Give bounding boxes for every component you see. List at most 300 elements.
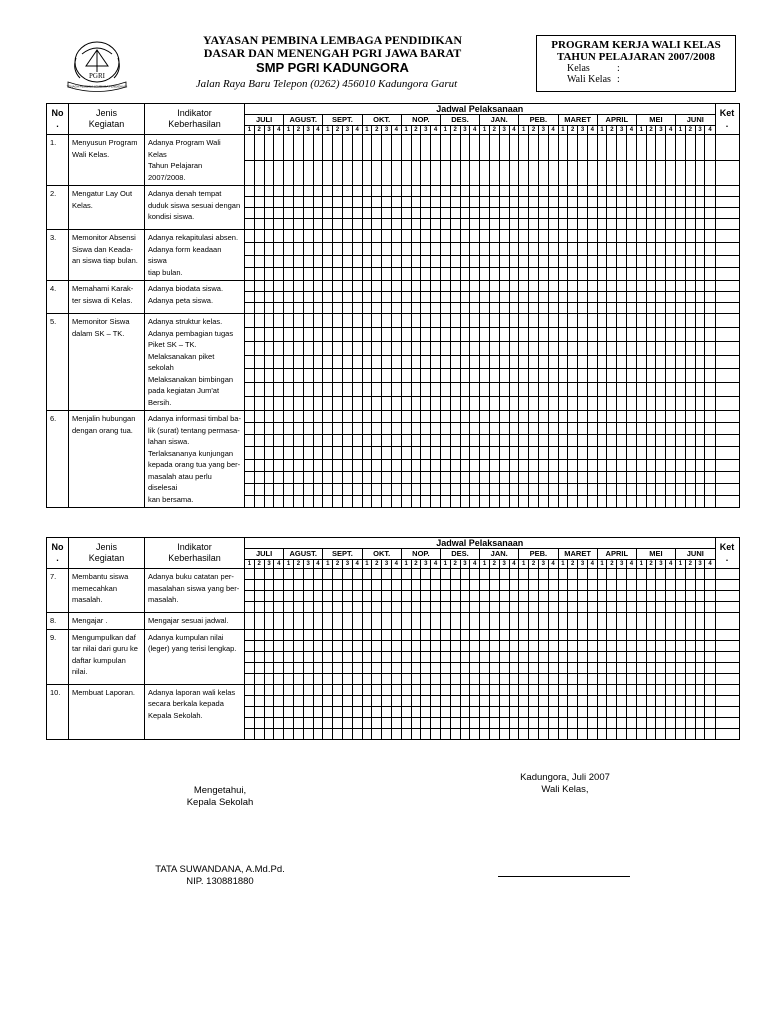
schedule-cell — [401, 397, 411, 411]
schedule-cell — [411, 580, 421, 591]
schedule-cell — [587, 397, 597, 411]
schedule-cell — [421, 673, 431, 684]
schedule-cell — [421, 629, 431, 640]
schedule-cell — [411, 219, 421, 230]
schedule-cell — [558, 613, 568, 630]
schedule-cell — [284, 717, 294, 728]
schedule-cell — [293, 629, 303, 640]
schedule-cell — [284, 629, 294, 640]
schedule-cell — [313, 495, 323, 507]
schedule-cell — [372, 397, 382, 411]
schedule-cell — [421, 640, 431, 651]
schedule-cell — [431, 459, 441, 471]
schedule-cell — [529, 435, 539, 447]
schedule-cell — [333, 684, 343, 695]
schedule-cell — [274, 717, 284, 728]
schedule-cell — [695, 186, 705, 197]
schedule-cell — [342, 383, 352, 397]
ket-cell — [715, 706, 739, 717]
schedule-cell — [333, 717, 343, 728]
schedule-cell — [254, 186, 264, 197]
schedule-cell — [352, 435, 362, 447]
schedule-cell — [440, 483, 450, 495]
schedule-cell — [352, 569, 362, 580]
schedule-cell — [587, 219, 597, 230]
schedule-cell — [352, 303, 362, 314]
schedule-cell — [284, 728, 294, 739]
schedule-cell — [342, 355, 352, 369]
schedule-cell — [578, 435, 588, 447]
schedule-cell — [391, 662, 401, 673]
schedule-cell — [636, 728, 646, 739]
schedule-cell — [607, 423, 617, 435]
schedule-cell — [352, 341, 362, 355]
schedule-cell — [421, 355, 431, 369]
schedule-cell — [372, 495, 382, 507]
schedule-cell — [470, 219, 480, 230]
week-number: 1 — [558, 560, 568, 569]
schedule-cell — [597, 369, 607, 383]
success-indicator-line: masalah. — [148, 595, 179, 604]
schedule-cell — [529, 591, 539, 602]
schedule-cell — [538, 483, 548, 495]
schedule-cell — [254, 580, 264, 591]
schedule-cell — [431, 684, 441, 695]
schedule-cell — [440, 208, 450, 219]
week-number: 4 — [391, 560, 401, 569]
schedule-cell — [578, 684, 588, 695]
schedule-cell — [646, 435, 656, 447]
schedule-cell — [489, 355, 499, 369]
schedule-cell — [509, 629, 519, 640]
success-indicator-line: Adanya Program Wali Kelas — [148, 138, 221, 159]
schedule-cell — [636, 242, 646, 255]
schedule-cell — [362, 580, 372, 591]
success-indicator — [145, 411, 245, 508]
schedule-cell — [617, 495, 627, 507]
schedule-cell — [431, 695, 441, 706]
schedule-cell — [509, 717, 519, 728]
schedule-cell — [333, 268, 343, 281]
schedule-cell — [597, 728, 607, 739]
schedule-cell — [705, 255, 715, 268]
schedule-cell — [705, 208, 715, 219]
schedule-cell — [431, 242, 441, 255]
schedule-cell — [342, 208, 352, 219]
schedule-cell — [470, 591, 480, 602]
ket-cell — [715, 602, 739, 613]
schedule-cell — [509, 471, 519, 483]
schedule-cell — [245, 495, 255, 507]
schedule-cell — [617, 591, 627, 602]
schedule-cell — [656, 411, 666, 423]
schedule-cell — [293, 580, 303, 591]
schedule-cell — [538, 411, 548, 423]
schedule-cell — [548, 135, 558, 161]
schedule-cell — [480, 706, 490, 717]
schedule-cell — [529, 383, 539, 397]
schedule-cell — [382, 255, 392, 268]
schedule-cell — [695, 383, 705, 397]
schedule-cell — [421, 706, 431, 717]
schedule-cell — [313, 369, 323, 383]
schedule-cell — [705, 629, 715, 640]
schedule-cell — [499, 695, 509, 706]
schedule-cell — [391, 471, 401, 483]
schedule-cell — [440, 255, 450, 268]
week-number: 1 — [401, 560, 411, 569]
schedule-cell — [411, 292, 421, 303]
schedule-cell — [646, 314, 656, 328]
week-number: 4 — [274, 560, 284, 569]
schedule-cell — [509, 673, 519, 684]
week-number: 1 — [676, 126, 686, 135]
schedule-cell — [607, 640, 617, 651]
schedule-cell — [597, 483, 607, 495]
schedule-cell — [695, 717, 705, 728]
schedule-cell — [382, 327, 392, 341]
schedule-cell — [666, 160, 676, 186]
schedule-cell — [431, 255, 441, 268]
schedule-cell — [597, 197, 607, 208]
schedule-cell — [421, 602, 431, 613]
schedule-cell — [636, 602, 646, 613]
schedule-cell — [597, 580, 607, 591]
schedule-cell — [391, 483, 401, 495]
schedule-cell — [303, 219, 313, 230]
success-indicator-line: Melaksanakan piket sekolah — [148, 351, 215, 372]
schedule-cell — [705, 314, 715, 328]
schedule-cell — [411, 160, 421, 186]
schedule-cell — [264, 383, 274, 397]
ket-cell — [715, 495, 739, 507]
schedule-cell — [362, 281, 372, 292]
schedule-cell — [666, 483, 676, 495]
schedule-cell — [274, 706, 284, 717]
schedule-cell — [587, 435, 597, 447]
schedule-cell — [293, 640, 303, 651]
schedule-cell — [450, 695, 460, 706]
schedule-cell — [656, 673, 666, 684]
schedule-cell — [617, 208, 627, 219]
schedule-cell — [293, 268, 303, 281]
schedule-cell — [617, 186, 627, 197]
schedule-cell — [450, 447, 460, 459]
month-header: MARET — [558, 549, 597, 560]
schedule-cell — [617, 411, 627, 423]
schedule-cell — [499, 208, 509, 219]
schedule-cell — [568, 242, 578, 255]
schedule-cell — [627, 728, 637, 739]
schedule-cell — [264, 369, 274, 383]
schedule-cell — [695, 651, 705, 662]
schedule-cell — [587, 255, 597, 268]
schedule-cell — [627, 447, 637, 459]
schedule-cell — [303, 242, 313, 255]
schedule-cell — [705, 580, 715, 591]
schedule-cell — [666, 459, 676, 471]
schedule-cell — [568, 341, 578, 355]
schedule-cell — [284, 602, 294, 613]
schedule-cell — [519, 411, 529, 423]
schedule-cell — [646, 629, 656, 640]
schedule-cell — [264, 602, 274, 613]
schedule-cell — [480, 673, 490, 684]
schedule-cell — [313, 651, 323, 662]
schedule-cell — [313, 569, 323, 580]
schedule-cell — [293, 314, 303, 328]
schedule-cell — [440, 495, 450, 507]
schedule-cell — [695, 728, 705, 739]
schedule-cell — [568, 651, 578, 662]
schedule-cell — [695, 569, 705, 580]
schedule-cell — [440, 423, 450, 435]
week-number: 2 — [529, 560, 539, 569]
schedule-cell — [587, 706, 597, 717]
schedule-cell — [578, 629, 588, 640]
week-number: 1 — [636, 560, 646, 569]
schedule-cell — [666, 303, 676, 314]
schedule-cell — [695, 355, 705, 369]
signature-line — [498, 876, 630, 877]
schedule-cell — [646, 447, 656, 459]
schedule-cell — [519, 651, 529, 662]
schedule-cell — [519, 397, 529, 411]
schedule-cell — [245, 591, 255, 602]
schedule-cell — [440, 435, 450, 447]
schedule-cell — [607, 369, 617, 383]
schedule-cell — [685, 230, 695, 243]
schedule-cell — [627, 471, 637, 483]
table-row — [47, 613, 740, 630]
month-header: JAN. — [480, 115, 519, 126]
schedule-cell — [597, 281, 607, 292]
schedule-cell — [264, 640, 274, 651]
schedule-cell — [656, 706, 666, 717]
schedule-cell — [352, 459, 362, 471]
schedule-cell — [421, 447, 431, 459]
schedule-cell — [489, 423, 499, 435]
schedule-cell — [499, 706, 509, 717]
schedule-cell — [568, 160, 578, 186]
schedule-cell — [254, 684, 264, 695]
schedule-cell — [401, 314, 411, 328]
schedule-cell — [578, 314, 588, 328]
schedule-cell — [548, 591, 558, 602]
schedule-cell — [313, 303, 323, 314]
schedule-cell — [695, 397, 705, 411]
schedule-cell — [568, 695, 578, 706]
schedule-cell — [254, 314, 264, 328]
table-row — [47, 281, 740, 292]
schedule-cell — [313, 411, 323, 423]
schedule-cell — [470, 706, 480, 717]
schedule-cell — [627, 369, 637, 383]
ket-cell — [715, 327, 739, 341]
schedule-cell — [323, 219, 333, 230]
schedule-cell — [627, 411, 637, 423]
schedule-cell — [440, 706, 450, 717]
schedule-cell — [411, 495, 421, 507]
week-number: 4 — [352, 126, 362, 135]
schedule-cell — [323, 242, 333, 255]
success-indicator-line: kepada orang tua yang ber- — [148, 460, 241, 469]
schedule-cell — [578, 383, 588, 397]
schedule-cell — [695, 673, 705, 684]
schedule-cell — [578, 591, 588, 602]
schedule-cell — [548, 292, 558, 303]
schedule-cell — [499, 717, 509, 728]
schedule-cell — [362, 483, 372, 495]
week-number: 2 — [685, 560, 695, 569]
schedule-cell — [323, 695, 333, 706]
schedule-cell — [656, 327, 666, 341]
schedule-cell — [617, 483, 627, 495]
schedule-cell — [578, 160, 588, 186]
week-number: 4 — [470, 126, 480, 135]
week-number: 2 — [254, 126, 264, 135]
schedule-cell — [254, 355, 264, 369]
schedule-cell — [362, 613, 372, 630]
schedule-cell — [342, 160, 352, 186]
schedule-cell — [519, 613, 529, 630]
schedule-cell — [333, 602, 343, 613]
schedule-cell — [529, 355, 539, 369]
schedule-cell — [676, 651, 686, 662]
schedule-cell — [342, 591, 352, 602]
schedule-cell — [421, 255, 431, 268]
schedule-cell — [685, 341, 695, 355]
schedule-cell — [284, 471, 294, 483]
schedule-cell — [627, 613, 637, 630]
schedule-cell — [685, 495, 695, 507]
schedule-cell — [627, 706, 637, 717]
schedule-cell — [450, 186, 460, 197]
schedule-cell — [666, 135, 676, 161]
schedule-cell — [578, 569, 588, 580]
schedule-cell — [695, 292, 705, 303]
schedule-cell — [538, 435, 548, 447]
schedule-cell — [519, 602, 529, 613]
schedule-cell — [480, 662, 490, 673]
schedule-cell — [656, 268, 666, 281]
schedule-cell — [529, 369, 539, 383]
schedule-cell — [489, 459, 499, 471]
schedule-cell — [313, 208, 323, 219]
week-number: 3 — [578, 560, 588, 569]
schedule-cell — [480, 383, 490, 397]
schedule-cell — [568, 673, 578, 684]
month-header: MARET — [558, 115, 597, 126]
schedule-cell — [245, 219, 255, 230]
schedule-cell — [627, 303, 637, 314]
activity-number: 8. — [47, 613, 69, 630]
schedule-cell — [362, 629, 372, 640]
schedule-cell — [411, 242, 421, 255]
schedule-cell — [303, 706, 313, 717]
schedule-cell — [529, 640, 539, 651]
schedule-cell — [254, 717, 264, 728]
schedule-cell — [293, 369, 303, 383]
schedule-cell — [372, 706, 382, 717]
schedule-cell — [450, 281, 460, 292]
schedule-cell — [480, 629, 490, 640]
schedule-cell — [284, 397, 294, 411]
schedule-cell — [431, 208, 441, 219]
schedule-cell — [333, 355, 343, 369]
schedule-cell — [558, 580, 568, 591]
schedule-cell — [284, 230, 294, 243]
schedule-cell — [293, 242, 303, 255]
schedule-cell — [676, 728, 686, 739]
schedule-cell — [578, 483, 588, 495]
schedule-cell — [313, 160, 323, 186]
schedule-cell — [431, 602, 441, 613]
schedule-cell — [529, 411, 539, 423]
schedule-cell — [323, 268, 333, 281]
schedule-cell — [264, 629, 274, 640]
schedule-cell — [499, 230, 509, 243]
schedule-cell — [352, 602, 362, 613]
schedule-cell — [303, 423, 313, 435]
schedule-cell — [695, 435, 705, 447]
schedule-cell — [362, 459, 372, 471]
schedule-cell — [313, 292, 323, 303]
schedule-cell — [499, 255, 509, 268]
schedule-cell — [440, 580, 450, 591]
schedule-cell — [617, 341, 627, 355]
schedule-cell — [313, 281, 323, 292]
schedule-cell — [313, 483, 323, 495]
week-number: 4 — [509, 126, 519, 135]
schedule-cell — [646, 580, 656, 591]
schedule-cell — [705, 684, 715, 695]
schedule-cell — [382, 355, 392, 369]
schedule-cell — [607, 684, 617, 695]
schedule-cell — [587, 208, 597, 219]
school-address: Jalan Raya Baru Telepon (0262) 456010 Kadungora Garut — [195, 78, 458, 90]
schedule-cell — [254, 197, 264, 208]
approval-block — [180, 785, 260, 809]
schedule-cell — [627, 483, 637, 495]
week-number: 4 — [431, 560, 441, 569]
activity-number: 4. — [47, 281, 69, 314]
schedule-cell — [274, 569, 284, 580]
schedule-cell — [470, 281, 480, 292]
schedule-cell — [538, 495, 548, 507]
week-number: 3 — [499, 560, 509, 569]
schedule-cell — [362, 651, 372, 662]
schedule-cell — [676, 471, 686, 483]
week-number: 1 — [480, 126, 490, 135]
schedule-cell — [382, 684, 392, 695]
schedule-cell — [431, 160, 441, 186]
schedule-cell — [695, 314, 705, 328]
schedule-cell — [656, 483, 666, 495]
schedule-cell — [548, 383, 558, 397]
schedule-cell — [323, 483, 333, 495]
schedule-cell — [656, 613, 666, 630]
schedule-cell — [431, 355, 441, 369]
schedule-cell — [391, 383, 401, 397]
schedule-cell — [568, 186, 578, 197]
schedule-cell — [695, 662, 705, 673]
schedule-cell — [627, 208, 637, 219]
schedule-cell — [342, 673, 352, 684]
schedule-cell — [538, 728, 548, 739]
schedule-cell — [597, 341, 607, 355]
schedule-cell — [578, 580, 588, 591]
